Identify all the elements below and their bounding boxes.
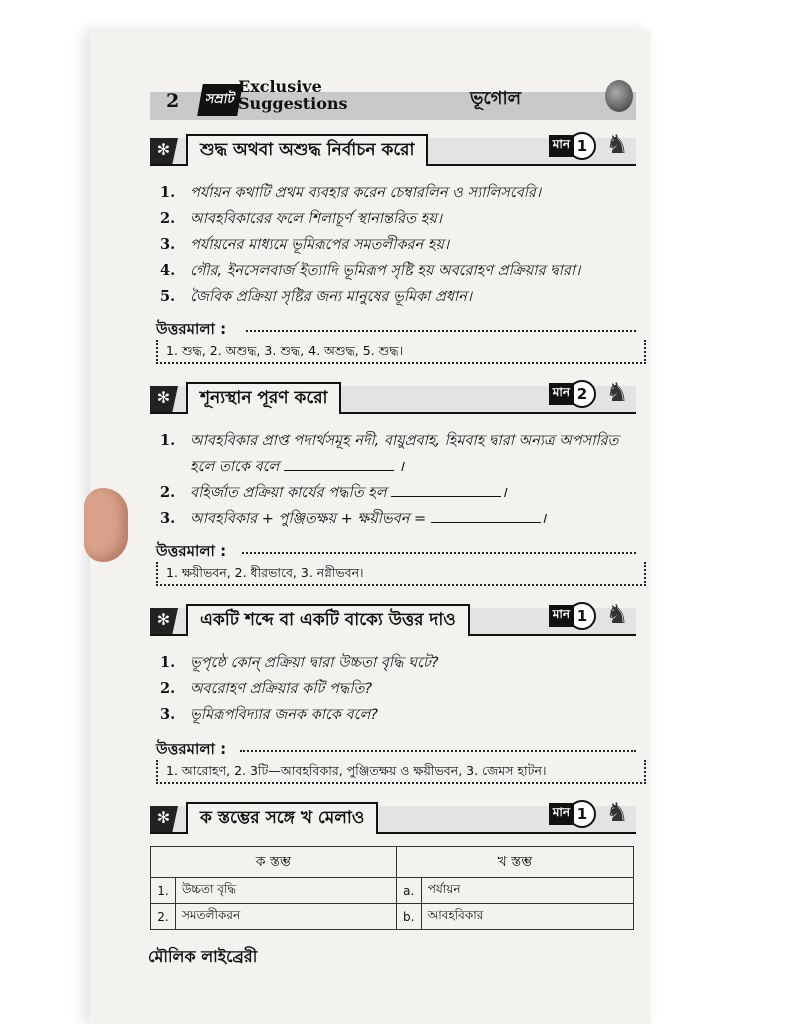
match-table: [150, 846, 634, 930]
marks-indicator: [549, 132, 596, 160]
question: 4. গৌর, ইনসেলবার্জ ইত্যাদি ভূমিরূপ সৃষ্টি হয় অবরোহণ প্রক্রিয়ার দ্বারা।: [160, 262, 581, 279]
mascot-icon: ♞: [605, 798, 629, 828]
question: 1. পর্যায়ন কথাটি প্রথম ব্যবহার করেন চেম্বারলিন ও স্যালিসবেরি।: [160, 184, 542, 201]
gear-icon: ✻: [156, 808, 171, 827]
marks-value: 1: [568, 800, 596, 828]
section-header-fill-blanks: [150, 378, 636, 414]
marks-label: মান: [549, 605, 574, 627]
table-row: 2. সমতলীকরন b. আবহবিকার: [151, 904, 634, 930]
answer-text: 1. শুদ্ধ, 2. অশুদ্ধ, 3. শুদ্ধ, 4. অশুদ্ধ, 5. শুদ্ধ।: [156, 340, 646, 364]
marks-value: 1: [568, 602, 596, 630]
brand-title: [238, 78, 348, 112]
marks-label: মান: [549, 803, 574, 825]
section-title: ক স্তম্ভের সঙ্গে খ মেলাও: [186, 802, 378, 834]
section-header-short-answer: [150, 600, 636, 636]
table-header-row: [151, 847, 634, 878]
globe-icon: [605, 80, 633, 112]
answer-label: উত্তরমালা :: [156, 542, 227, 560]
mascot-icon: ♞: [605, 378, 629, 408]
blank-field: [391, 486, 501, 497]
question: 5. জৈবিক প্রক্রিয়া সৃষ্টির জন্য মানুষের ভূমিকা প্রধান।: [160, 288, 472, 305]
question: 2. আবহবিকারের ফলে শিলাচূর্ণ স্থানান্তরিত হয়।: [160, 210, 442, 227]
section-title: শূন্যস্থান পূরণ করো: [186, 382, 341, 414]
question: 1. আবহবিকার প্রাপ্ত পদার্থসমূহ নদী, বায়ুপ্রবাহ, হিমবাহ দ্বারা অন্যত্র অপসারিত: [160, 432, 619, 449]
blank-field: [284, 460, 394, 471]
question-continuation: হলে তাকে বলে ।: [190, 459, 404, 475]
publisher-name: মৌলিক লাইব্রেরী: [148, 947, 258, 966]
brand-line-1: Exclusive: [238, 77, 322, 96]
marks-value: 1: [568, 132, 596, 160]
blank-field: [431, 512, 541, 523]
brand-badge: সম্রাট: [197, 84, 243, 116]
question: 1. ভূপৃষ্ঠে কোন্ প্রক্রিয়া দ্বারা উচ্চতা বৃদ্ধি ঘটে?: [160, 654, 439, 671]
question: 3. ভূমিরূপবিদ্যার জনক কাকে বলে?: [160, 706, 378, 723]
section-title: একটি শব্দে বা একটি বাক্যে উত্তর দাও: [186, 604, 470, 636]
mascot-icon: ♞: [605, 600, 629, 630]
table-row: 1. উচ্চতা বৃদ্ধি a. পর্যায়ন: [151, 878, 634, 904]
answer-label: উত্তরমালা :: [156, 740, 227, 758]
page-number: 2: [166, 90, 180, 112]
question: 2. অবরোহণ প্রক্রিয়ার কটি পদ্ধতি?: [160, 680, 373, 697]
section-title: শুদ্ধ অথবা অশুদ্ধ নির্বাচন করো: [186, 134, 428, 166]
marks-value: 2: [568, 380, 596, 408]
marks-indicator: [549, 602, 596, 630]
subject-title: ভূগোল: [470, 88, 522, 109]
gear-icon: ✻: [156, 388, 171, 407]
mascot-icon: ♞: [605, 130, 629, 160]
section-header-match: [150, 798, 636, 834]
column-a-header: ক স্তম্ভ: [151, 847, 397, 878]
thumb: [84, 488, 128, 562]
column-b-header: খ স্তম্ভ: [396, 847, 633, 878]
marks-indicator: [549, 380, 596, 408]
answer-text: 1. ক্ষয়ীভবন, 2. ধীরভাবে, 3. নগ্নীভবন।: [156, 562, 646, 586]
question: 3. পর্যায়নের মাধ্যমে ভূমিরূপের সমতলীকরন হয়।: [160, 236, 450, 253]
section-header-true-false: [150, 130, 636, 166]
question: 3. আবহবিকার + পুঞ্জিতক্ষয় + ক্ষয়ীভবন = ।: [160, 510, 547, 527]
marks-label: মান: [549, 383, 574, 405]
answer-label: উত্তরমালা :: [156, 320, 227, 338]
brand-line-2: Suggestions: [238, 94, 348, 113]
marks-indicator: [549, 800, 596, 828]
gear-icon: ✻: [156, 140, 171, 159]
question: 2. বহির্জাত প্রক্রিয়া কার্যের পদ্ধতি হল ।: [160, 484, 507, 501]
marks-label: মান: [549, 135, 574, 157]
answer-text: 1. আরোহণ, 2. 3টি—আবহবিকার, পুঞ্জিতক্ষয় ও ক্ষয়ীভবন, 3. জেমস হাটন।: [156, 760, 646, 784]
gear-icon: ✻: [156, 610, 171, 629]
